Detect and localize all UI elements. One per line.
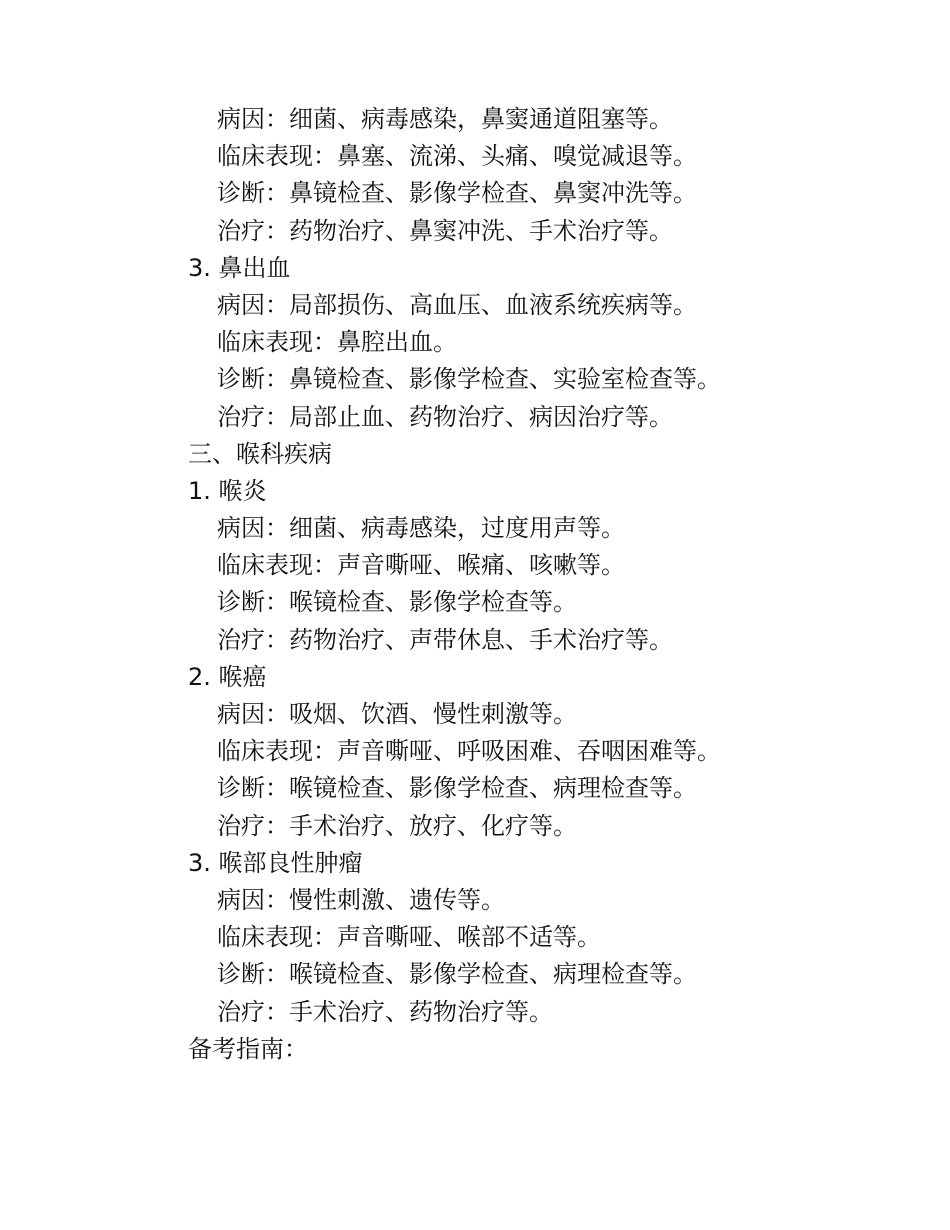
- diagnosis-line: 诊断：鼻镜检查、影像学检查、实验室检查等。: [217, 365, 721, 394]
- cause-line: 病因：吸烟、饮酒、慢性刺激等。: [217, 700, 577, 728]
- cause-line: 病因：局部损伤、高血压、血液系统疾病等。: [217, 290, 697, 319]
- symptoms-line: 临床表现：鼻腔出血。: [217, 328, 457, 357]
- treatment-line: 治疗：药物治疗、鼻窦冲洗、手术治疗等。: [217, 216, 673, 245]
- cause-line: 病因：慢性刺激、遗传等。: [217, 885, 505, 914]
- disease-heading: 3. 鼻出血: [188, 253, 291, 282]
- treatment-line: 治疗：局部止血、药物治疗、病因治疗等。: [217, 402, 673, 431]
- disease-heading: 2. 喉癌: [188, 662, 267, 691]
- treatment-line: 治疗：手术治疗、药物治疗等。: [217, 997, 553, 1026]
- document-content: [188, 101, 868, 1068]
- cause-line: 病因：细菌、病毒感染，鼻窦通道阻塞等。: [217, 105, 673, 133]
- symptoms-line: 临床表现：声音嘶哑、喉部不适等。: [217, 923, 601, 952]
- symptoms-line: 临床表现：声音嘶哑、呼吸困难、吞咽困难等。: [217, 737, 721, 766]
- diagnosis-line: 诊断：喉镜检查、影像学检查、病理检查等。: [217, 960, 697, 989]
- treatment-line: 治疗：手术治疗、放疗、化疗等。: [217, 811, 577, 840]
- disease-heading: 1. 喉炎: [188, 476, 267, 505]
- treatment-line: 治疗：药物治疗、声带休息、手术治疗等。: [217, 625, 673, 654]
- cause-line: 病因：细菌、病毒感染，过度用声等。: [217, 514, 625, 543]
- diagnosis-line: 诊断：鼻镜检查、影像学检查、鼻窦冲洗等。: [217, 179, 697, 208]
- symptoms-line: 临床表现：声音嘶哑、喉痛、咳嗽等。: [217, 551, 625, 580]
- diagnosis-line: 诊断：喉镜检查、影像学检查、病理检查等。: [217, 774, 697, 803]
- diagnosis-line: 诊断：喉镜检查、影像学检查等。: [217, 588, 577, 617]
- study-guide-heading: 备考指南：: [188, 1034, 308, 1063]
- disease-heading: 3. 喉部良性肿瘤: [188, 848, 363, 877]
- section-heading: 三、喉科疾病: [188, 439, 332, 468]
- symptoms-line: 临床表现：鼻塞、流涕、头痛、嗅觉减退等。: [217, 142, 697, 171]
